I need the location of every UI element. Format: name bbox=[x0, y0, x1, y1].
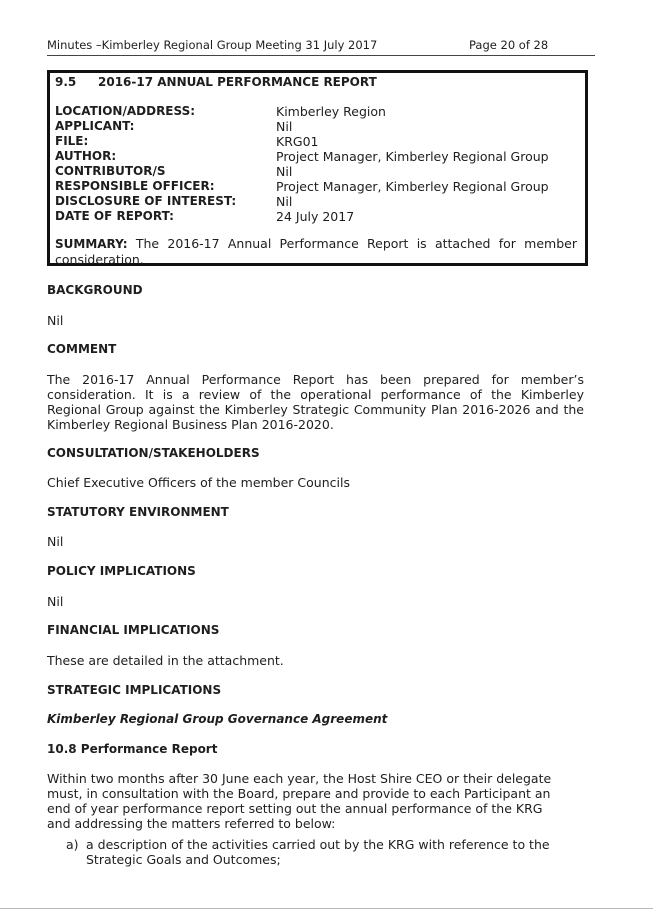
summary bbox=[55, 236, 577, 267]
report-info-box bbox=[47, 70, 588, 266]
page-footer-line bbox=[0, 908, 653, 909]
governance-heading: Kimberley Regional Group Governance Agreement bbox=[47, 712, 388, 726]
consultation-heading: CONSULTATION/STAKEHOLDERS bbox=[47, 446, 260, 460]
summary-text: The 2016-17 Annual Performance Report is attached for member consideration. bbox=[55, 236, 577, 267]
background-text: Nil bbox=[47, 313, 64, 328]
field-label: DISCLOSURE OF INTEREST: bbox=[55, 194, 237, 208]
policy-text: Nil bbox=[47, 594, 64, 609]
field-label: FILE: bbox=[55, 134, 89, 148]
statutory-text: Nil bbox=[47, 534, 64, 549]
field-value: Kimberley Region bbox=[276, 104, 386, 119]
summary-label: SUMMARY: bbox=[55, 237, 128, 251]
field-label: AUTHOR: bbox=[55, 149, 117, 163]
background-heading: BACKGROUND bbox=[47, 283, 143, 297]
statutory-heading: STATUTORY ENVIRONMENT bbox=[47, 505, 229, 519]
field-label: APPLICANT: bbox=[55, 119, 135, 133]
report-number: 9.5 bbox=[55, 75, 77, 89]
field-label: CONTRIBUTOR/S bbox=[55, 164, 166, 178]
financial-heading: FINANCIAL IMPLICATIONS bbox=[47, 623, 220, 637]
performance-text: Within two months after 30 June each year, the Host Shire CEO or their delegate must, in consultation with the Board, prepare and provide to each Participant an end of year performance report setting out the annual performance of the KRG and addressing the matters referred to below: bbox=[47, 771, 552, 831]
field-value: Nil bbox=[276, 194, 293, 209]
field-value: Project Manager, Kimberley Regional Group bbox=[276, 149, 549, 164]
performance-heading: 10.8 Performance Report bbox=[47, 742, 218, 756]
field-value: Nil bbox=[276, 164, 293, 179]
field-value: KRG01 bbox=[276, 134, 319, 149]
consultation-text: Chief Executive Officers of the member Councils bbox=[47, 475, 350, 490]
header-page-number: Page 20 of 28 bbox=[469, 38, 549, 52]
field-label: LOCATION/ADDRESS: bbox=[55, 104, 196, 118]
field-label: DATE OF REPORT: bbox=[55, 209, 174, 223]
list-item-text: a description of the activities carried out by the KRG with reference to the Strategic Goals and Outcomes; bbox=[86, 837, 550, 867]
field-value: Nil bbox=[276, 119, 293, 134]
report-title-text: 2016-17 ANNUAL PERFORMANCE REPORT bbox=[98, 75, 377, 89]
page-header bbox=[47, 37, 595, 56]
comment-text: The 2016-17 Annual Performance Report has been prepared for member’s consideration. It is a review of the operational performance of the Kimberley Regional Group against the Kimberley Strategic Community Plan 2016-2026 and the Kimberley Regional Business Plan 2016-2020. bbox=[47, 372, 584, 432]
policy-heading: POLICY IMPLICATIONS bbox=[47, 564, 196, 578]
header-title: Minutes –Kimberley Regional Group Meeting 31 July 2017 bbox=[47, 38, 378, 52]
list-marker: a) bbox=[66, 837, 79, 852]
strategic-heading: STRATEGIC IMPLICATIONS bbox=[47, 683, 222, 697]
field-value: 24 July 2017 bbox=[276, 209, 355, 224]
report-title bbox=[55, 75, 377, 89]
financial-text: These are detailed in the attachment. bbox=[47, 653, 284, 668]
list-item bbox=[66, 837, 586, 867]
comment-heading: COMMENT bbox=[47, 342, 117, 356]
field-value: Project Manager, Kimberley Regional Group bbox=[276, 179, 549, 194]
field-label: RESPONSIBLE OFFICER: bbox=[55, 179, 215, 193]
